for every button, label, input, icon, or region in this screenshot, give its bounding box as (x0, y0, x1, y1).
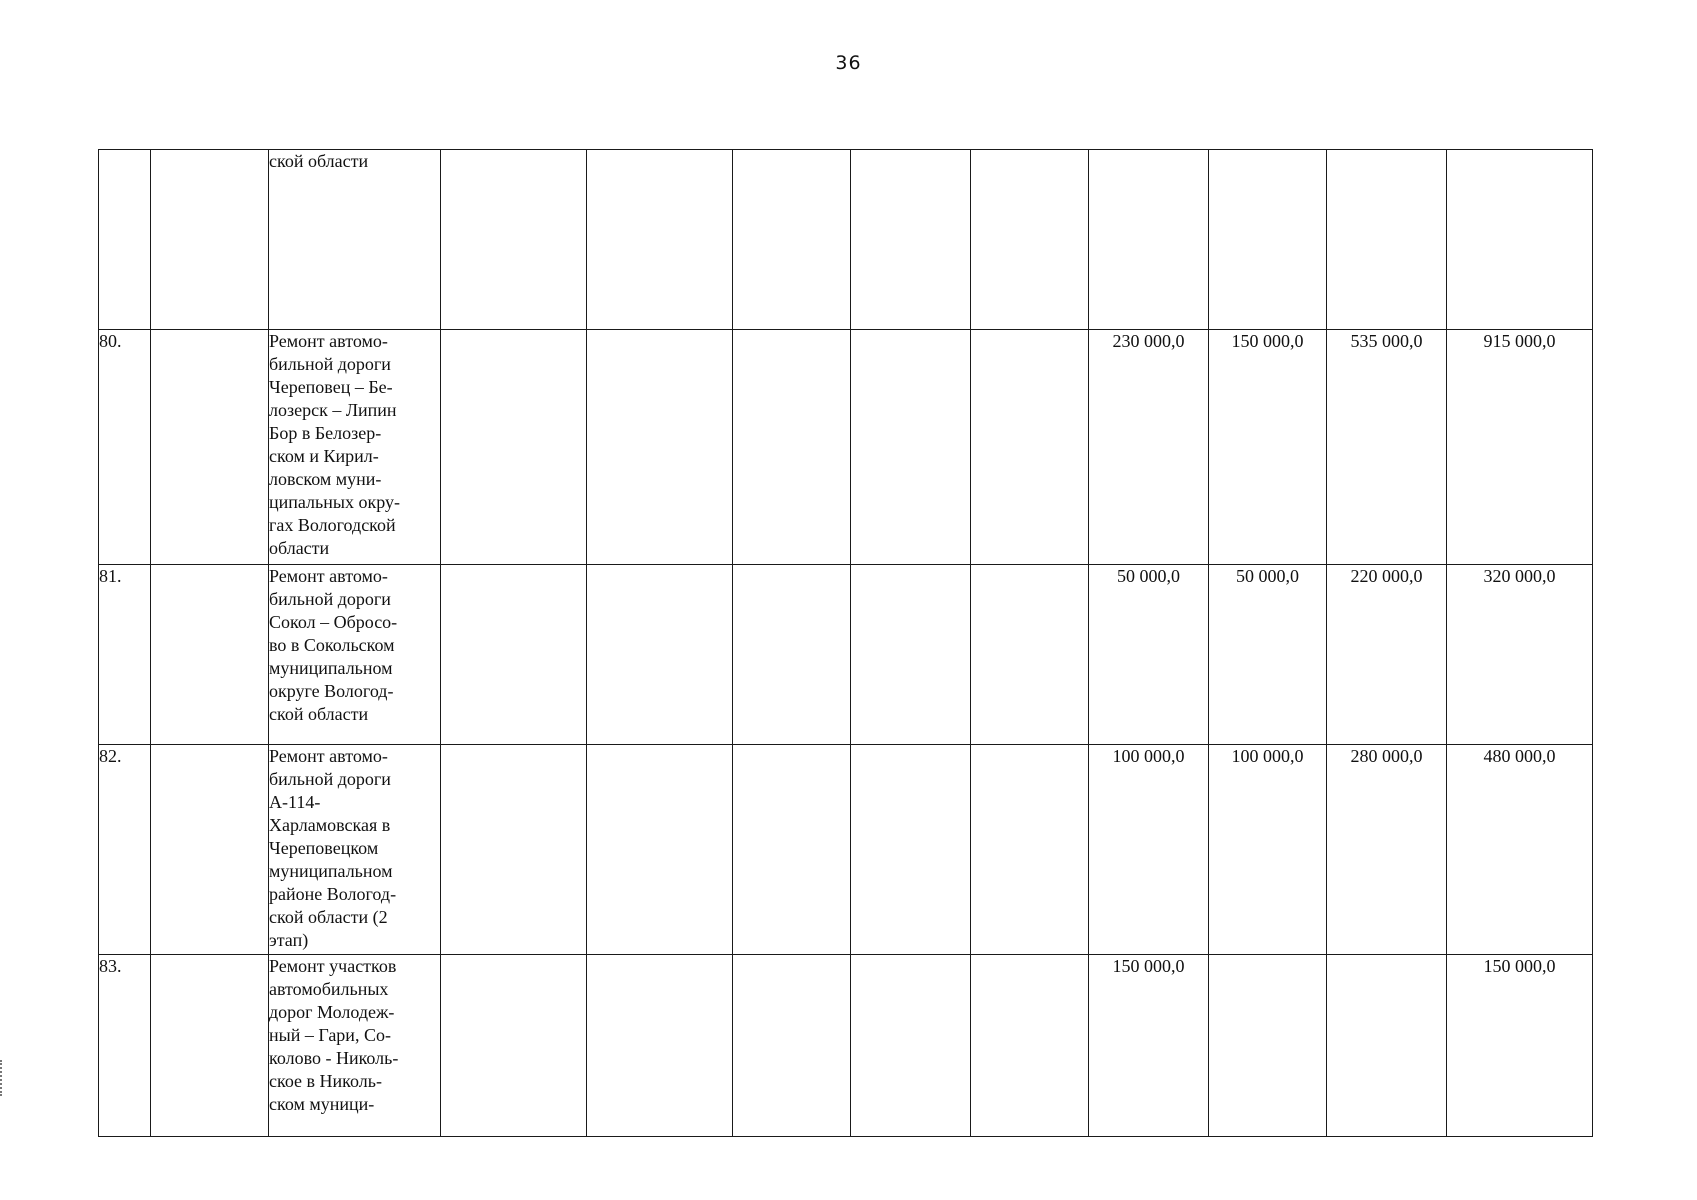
description-line: лозерск – Липин (269, 400, 397, 420)
description-line: Ремонт участков (269, 956, 397, 976)
description-line: бильной дороги (269, 769, 391, 789)
empty-cell (151, 330, 269, 565)
empty-cell (733, 150, 851, 330)
description-line: Бор в Белозер- (269, 423, 382, 443)
description-line: гах Вологодской (269, 515, 396, 535)
empty-cell (851, 330, 971, 565)
empty-cell (151, 955, 269, 1137)
row-number-cell: 83. (99, 955, 151, 1137)
amount-year-3-cell: 280 000,0 (1327, 745, 1447, 955)
empty-cell (971, 955, 1089, 1137)
description-line: муниципальном (269, 861, 393, 881)
description-line: во в Сокольском (269, 635, 395, 655)
description-cell (269, 330, 441, 565)
description-line: ском муници- (269, 1094, 375, 1114)
empty-cell (441, 955, 587, 1137)
description-cell (269, 955, 441, 1137)
description-line: А-114- (269, 792, 321, 812)
empty-cell (151, 150, 269, 330)
amount-year-2-cell (1209, 150, 1327, 330)
description-line: дорог Молодеж- (269, 1002, 395, 1022)
empty-cell (587, 565, 733, 745)
description-cell (269, 565, 441, 745)
description-cell (269, 150, 441, 330)
amount-year-1-cell: 50 000,0 (1089, 565, 1209, 745)
description-line: ской области (2 (269, 907, 388, 927)
amount-year-1-cell: 150 000,0 (1089, 955, 1209, 1137)
description-line: Сокол – Обросо- (269, 612, 398, 632)
row-number-cell: 82. (99, 745, 151, 955)
amount-year-1-cell: 100 000,0 (1089, 745, 1209, 955)
description-line: бильной дороги (269, 354, 391, 374)
empty-cell (587, 330, 733, 565)
amount-year-2-cell: 150 000,0 (1209, 330, 1327, 565)
amount-year-1-cell (1089, 150, 1209, 330)
description-line: ской области (269, 704, 369, 724)
row-number-cell: 81. (99, 565, 151, 745)
amount-year-3-cell: 535 000,0 (1327, 330, 1447, 565)
description-line: Череповецком (269, 838, 379, 858)
description-line: Череповец – Бе- (269, 377, 393, 397)
empty-cell (151, 745, 269, 955)
empty-cell (587, 745, 733, 955)
amount-year-3-cell (1327, 955, 1447, 1137)
empty-cell (971, 150, 1089, 330)
amount-year-2-cell (1209, 955, 1327, 1137)
empty-cell (587, 955, 733, 1137)
amount-year-1-cell: 230 000,0 (1089, 330, 1209, 565)
table-row (99, 565, 1593, 745)
amount-total-cell: 150 000,0 (1447, 955, 1593, 1137)
empty-cell (851, 745, 971, 955)
amount-year-2-cell: 100 000,0 (1209, 745, 1327, 955)
description-line: ском и Кирил- (269, 446, 379, 466)
empty-cell (851, 150, 971, 330)
page-number: 36 (835, 52, 862, 74)
table-row (99, 955, 1593, 1137)
empty-cell (971, 330, 1089, 565)
empty-cell (441, 565, 587, 745)
empty-cell (733, 565, 851, 745)
description-line: бильной дороги (269, 589, 391, 609)
description-line: ловском муни- (269, 469, 382, 489)
description-line: районе Вологод- (269, 884, 397, 904)
description-line: ской области (269, 151, 369, 171)
amount-total-cell (1447, 150, 1593, 330)
row-number-cell: 80. (99, 330, 151, 565)
amount-year-3-cell: 220 000,0 (1327, 565, 1447, 745)
table-row (99, 330, 1593, 565)
empty-cell (733, 745, 851, 955)
description-line: ный – Гари, Со- (269, 1025, 391, 1045)
empty-cell (851, 955, 971, 1137)
description-line: Ремонт автомо- (269, 746, 388, 766)
empty-cell (441, 745, 587, 955)
amount-year-3-cell (1327, 150, 1447, 330)
empty-cell (151, 565, 269, 745)
description-line: ципальных окру- (269, 492, 400, 512)
empty-cell (851, 565, 971, 745)
empty-cell (733, 330, 851, 565)
description-line: этап) (269, 930, 309, 950)
description-line: муниципальном (269, 658, 393, 678)
description-line: колово - Николь- (269, 1048, 399, 1068)
empty-cell (971, 745, 1089, 955)
description-line: автомобильных (269, 979, 389, 999)
amount-total-cell: 320 000,0 (1447, 565, 1593, 745)
amount-year-2-cell: 50 000,0 (1209, 565, 1327, 745)
empty-cell (733, 955, 851, 1137)
description-line: ское в Николь- (269, 1071, 382, 1091)
empty-cell (587, 150, 733, 330)
table-row (99, 150, 1593, 330)
description-line: Харламовская в (269, 815, 391, 835)
description-cell (269, 745, 441, 955)
empty-cell (971, 565, 1089, 745)
empty-cell (441, 150, 587, 330)
budget-table (98, 149, 1593, 1137)
empty-cell (441, 330, 587, 565)
description-line: округе Вологод- (269, 681, 394, 701)
scan-margin-mark (0, 1060, 5, 1096)
description-line: Ремонт автомо- (269, 566, 388, 586)
table-row (99, 745, 1593, 955)
amount-total-cell: 915 000,0 (1447, 330, 1593, 565)
amount-total-cell: 480 000,0 (1447, 745, 1593, 955)
description-line: Ремонт автомо- (269, 331, 388, 351)
description-line: области (269, 538, 330, 558)
row-number-cell (99, 150, 151, 330)
